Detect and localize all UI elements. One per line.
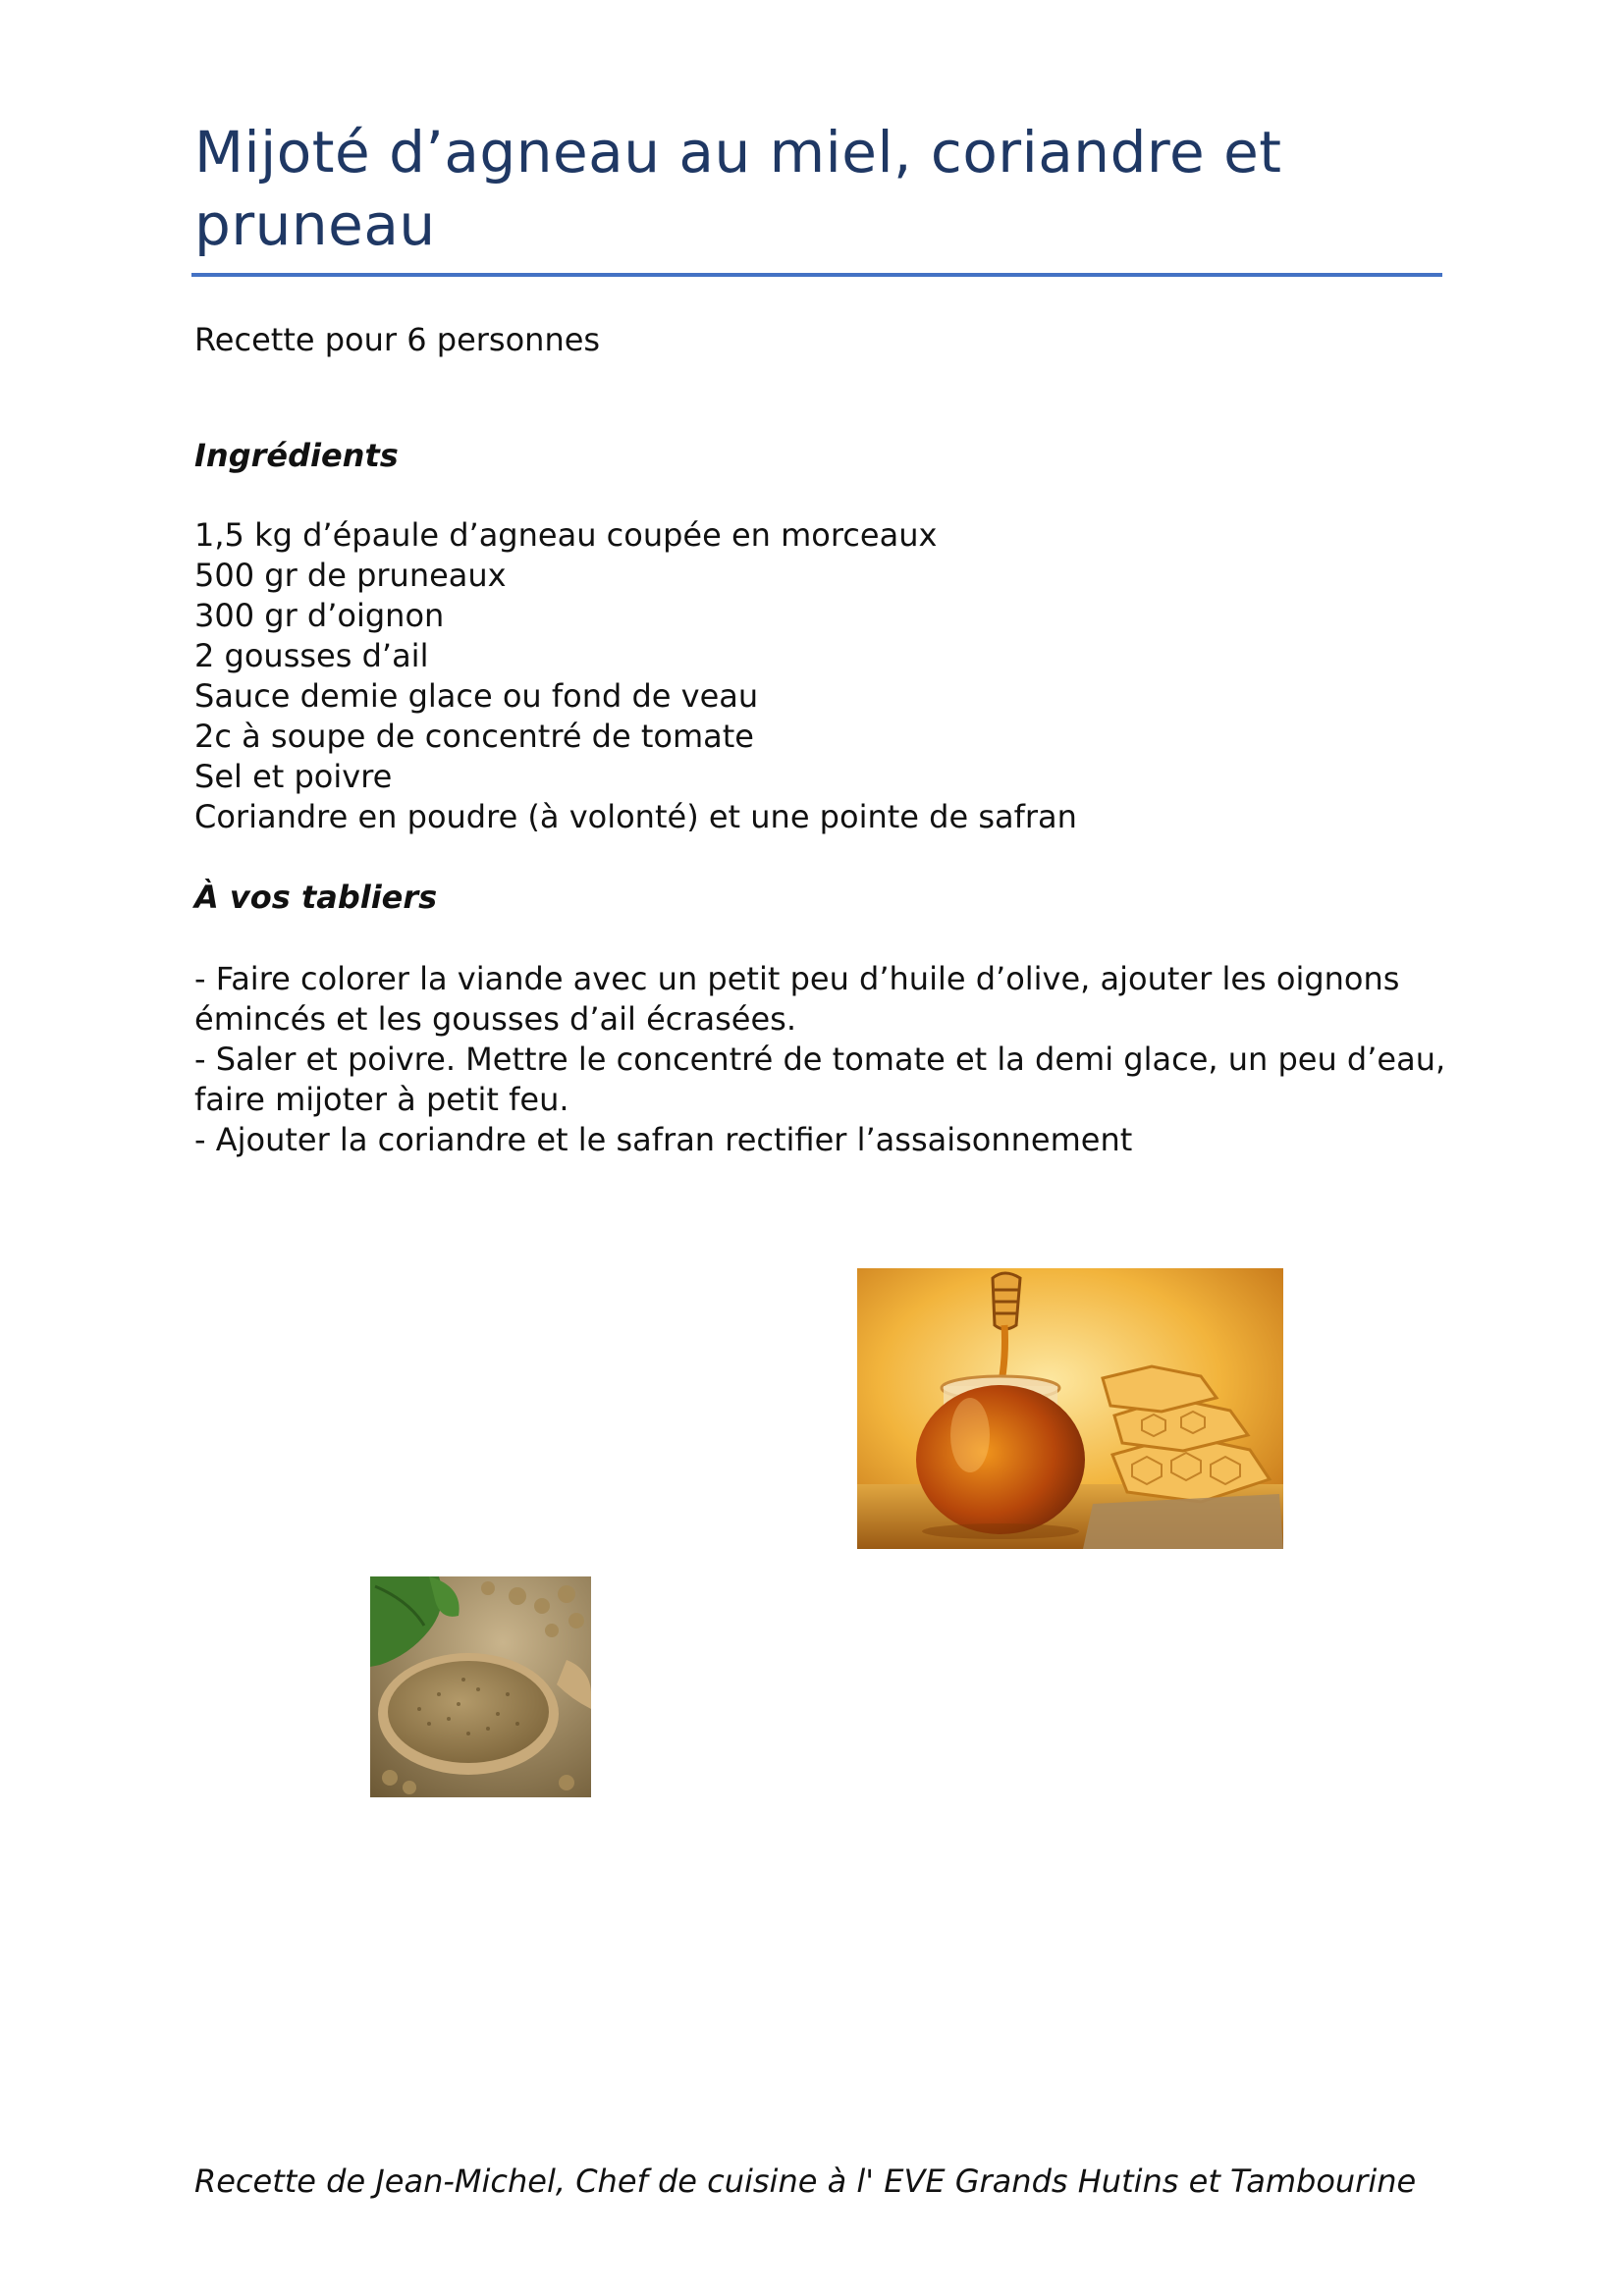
steps-list bbox=[194, 959, 1461, 1160]
page-title: Mijoté d’agneau au miel, coriandre et pruneau bbox=[194, 119, 1282, 258]
step-item: - Faire colorer la viande avec un petit peu d’huile d’olive, ajouter les oignons émincés et les gousses d’ail écrasées. bbox=[194, 960, 1400, 1038]
ingredient-item: 500 gr de pruneaux bbox=[194, 557, 507, 594]
step-item: - Ajouter la coriandre et le safran rectifier l’assaisonnement bbox=[194, 1121, 1133, 1158]
title-divider bbox=[191, 273, 1442, 277]
ingredient-item: 1,5 kg d’épaule d’agneau coupée en morceaux bbox=[194, 516, 938, 554]
steps-heading: À vos tabliers bbox=[194, 879, 438, 916]
ingredient-list bbox=[194, 515, 1077, 837]
honey-jar-image bbox=[857, 1268, 1283, 1549]
ingredient-item: 300 gr d’oignon bbox=[194, 597, 445, 634]
servings-text: Recette pour 6 personnes bbox=[194, 321, 601, 358]
ingredient-item: Sel et poivre bbox=[194, 758, 393, 795]
footer-credit: Recette de Jean-Michel, Chef de cuisine à l' EVE Grands Hutins et Tambourine bbox=[194, 2163, 1417, 2200]
ingredients-heading: Ingrédients bbox=[194, 437, 399, 474]
ingredient-item: 2c à soupe de concentré de tomate bbox=[194, 718, 754, 755]
ingredient-item: Sauce demie glace ou fond de veau bbox=[194, 677, 759, 715]
ingredient-item: Coriandre en poudre (à volonté) et une pointe de safran bbox=[194, 798, 1077, 835]
coriander-spoon-image bbox=[370, 1576, 591, 1797]
step-item: - Saler et poivre. Mettre le concentré de tomate et la demi glace, un peu d’eau, faire mijoter à petit feu. bbox=[194, 1041, 1446, 1118]
ingredient-item: 2 gousses d’ail bbox=[194, 637, 429, 674]
